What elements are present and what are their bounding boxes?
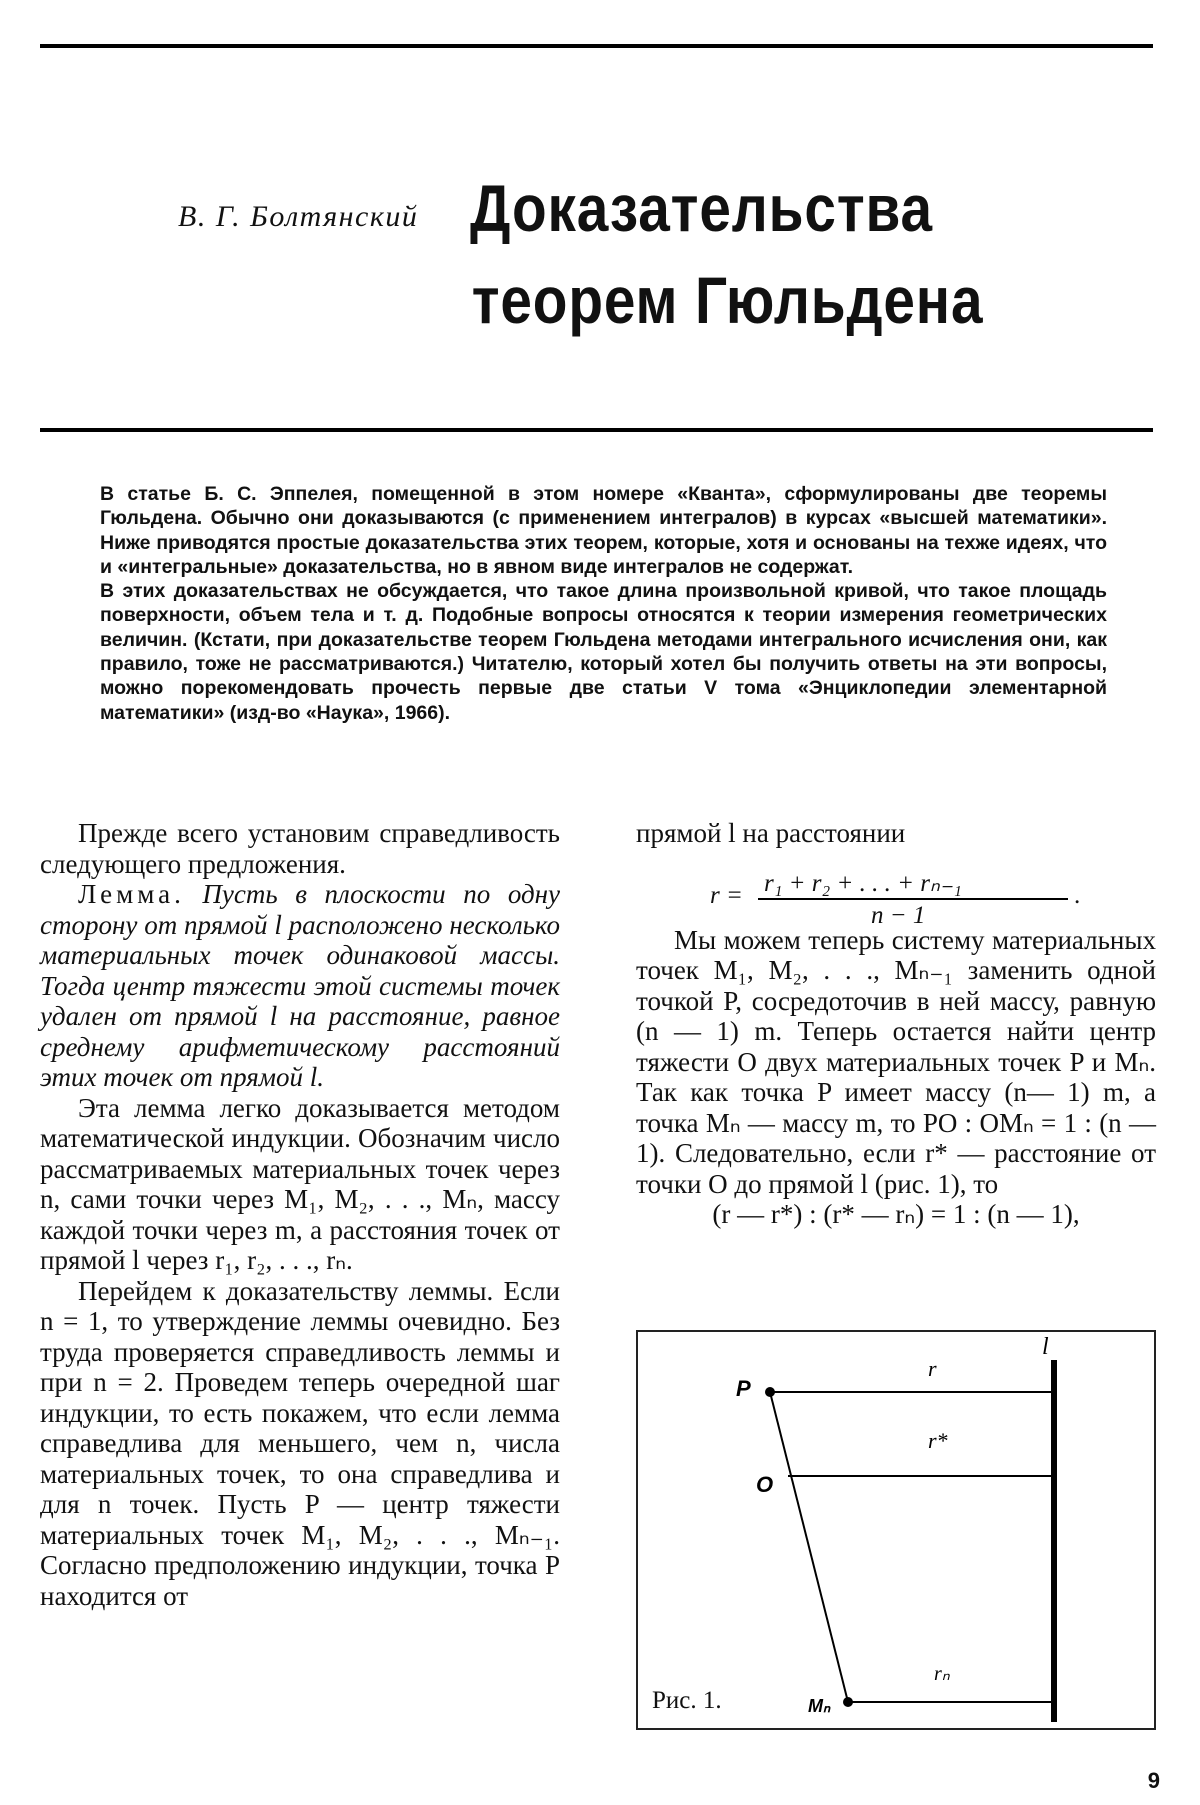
abstract-paragraph-1: В статье Б. С. Эппелея, помещенной в этом номере «Кванта», сформулированы две теоремы Гюльдена. Обычно они доказываются (с применением интегралов) в курсах «высшей математики». Ниже приводятся простые доказательства этих теорем, которые, хотя и основаны на техже идеях, что и «интегральные» доказательства, но в явном виде интегралов не содержат. [100, 483, 1107, 578]
title-line-2: теорем Гюльдена [471, 263, 984, 337]
abstract-paragraph-2: В этих доказательствах не обсуждается, что такое длина произвольной кривой, что такое площадь поверхности, объем тела и т. д. Подобные вопросы относятся к теории измерения геометрических величин. (Кстати, при доказательстве теорем Гюльдена методами интегрального исчисления они, как правило, тоже не рассматриваются.) Читателю, который хотел бы получить ответы на эти вопросы, можно порекомендовать прочесть первые две статьи V тома «Энциклопедии элементарной математики» (изд-во «Наука», 1966). [100, 580, 1107, 724]
right-paragraph-1: прямой l на расстоянии [636, 818, 906, 848]
left-column [40, 818, 560, 1611]
left-paragraph-3: Эта лемма легко доказывается методом математической индукции. Обозначим число рассматриваемых материальных точек через n, сами точки через M₁, M₂, . . ., Mₙ, массу каждой точки через m, а расстояния точек от прямой l через r₁, r₂, . . ., rₙ. [40, 1092, 560, 1275]
label-r: r [928, 1356, 937, 1381]
right-paragraph-2: Мы можем теперь систему материальных точек M₁, M₂, . . ., Mₙ₋₁ заменить одной точкой P, сосредоточив в ней массу, равную (n — 1) m. Теперь остается найти центр тяжести O двух материальных точек P и Mₙ. Так как точка P имеет массу (n— 1) m, а точка Mₙ — массу m, то PO : OMₙ = 1 : (n — 1). Следовательно, если r* — расстояние от точки O до прямой l (рис. 1), то [636, 924, 1156, 1199]
segment-p-mn [770, 1392, 848, 1702]
proportion-equation: (r — r*) : (r* — rₙ) = 1 : (n — 1), [712, 1199, 1080, 1229]
label-r-n: rₙ [934, 1663, 950, 1685]
top-rule [40, 44, 1153, 48]
figure-diagram [638, 1332, 1158, 1732]
article-title [470, 162, 983, 346]
label-l: l [1042, 1334, 1049, 1360]
lemma-paragraph [40, 879, 560, 1093]
fraction-bar [758, 898, 1068, 900]
figure-1 [636, 1330, 1156, 1730]
formula-lhs: r = [710, 882, 743, 909]
point-p [765, 1387, 775, 1397]
average-distance-formula [636, 868, 1156, 932]
lemma-label: Лемма. [78, 879, 185, 909]
left-paragraph-4: Перейдем к доказательству леммы. Если n = 1, то утверждение леммы очевидно. Без труда проверяется справедливость леммы и при n = 2. Проведем теперь очередной шаг индукции, то есть покажем, что если лемма справедлива для меньшего, чем n, числа материальных точек, то она справедлива и для n точек. Пусть P — центр тяжести материальных точек M₁, M₂, . . ., Mₙ₋₁. Согласно предположению индукции, точка P находится от [40, 1275, 560, 1611]
header-bottom-rule [40, 428, 1153, 432]
page-number: 9 [1147, 1768, 1160, 1793]
point-mn [843, 1697, 853, 1707]
title-line-1: Доказательства [470, 171, 933, 245]
label-o: O [756, 1472, 774, 1497]
label-p: P [736, 1376, 751, 1401]
formula-denominator: n − 1 [871, 902, 926, 929]
author-name: В. Г. Болтянский [178, 200, 419, 233]
label-mn: Mₙ [808, 1696, 831, 1716]
label-r-star: r* [928, 1428, 948, 1453]
figure-caption: Рис. 1. [652, 1687, 722, 1714]
formula-end: . [1074, 882, 1081, 909]
lemma-statement: Пусть в плоскости по одну сторону от прямой l расположено несколько материальных точек одинаковой массы. Тогда центр тяжести этой системы точек удален от прямой l на расстояние, равное среднему арифметическому расстояний этих точек от прямой l. [40, 879, 560, 1092]
formula-numerator: r₁ + r₂ + . . . + rₙ₋₁ [764, 870, 962, 897]
abstract [100, 482, 1107, 725]
left-paragraph-1: Прежде всего установим справедливость следующего предложения. [40, 818, 560, 879]
